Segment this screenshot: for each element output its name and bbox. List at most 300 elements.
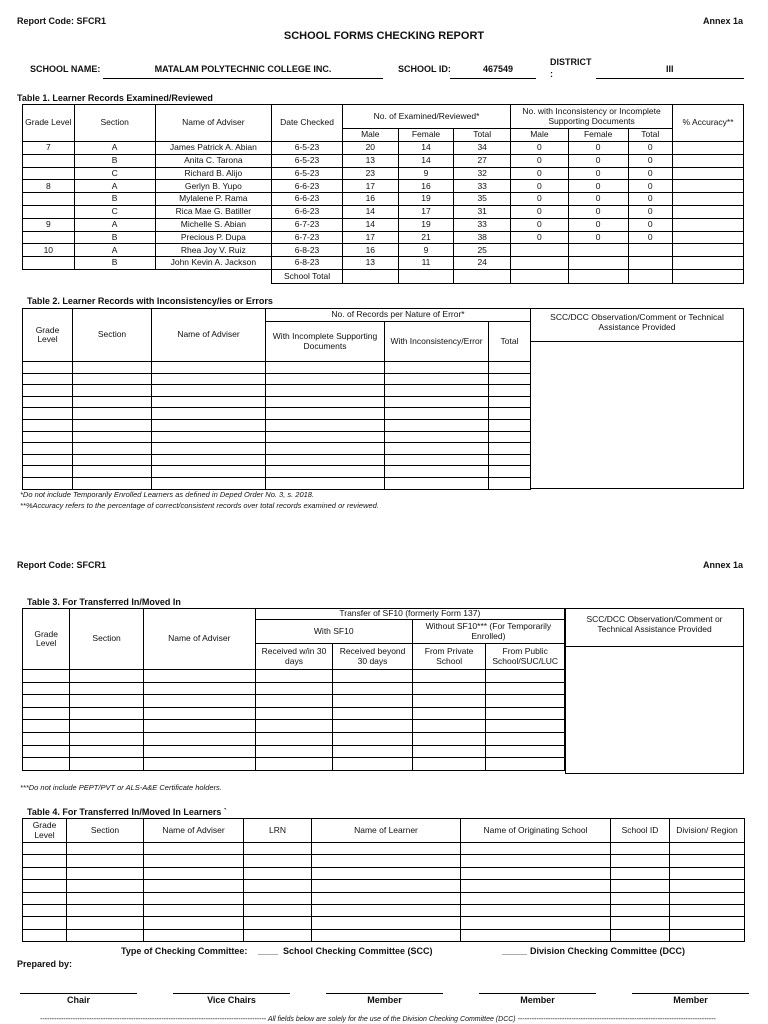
t4-empty-cell[interactable]: [23, 892, 67, 904]
t4-head-cell: Name of Adviser: [144, 819, 244, 843]
t4-empty-cell[interactable]: [670, 855, 745, 867]
t2-empty-cell[interactable]: [23, 362, 73, 374]
t3-empty-cell[interactable]: [412, 707, 486, 720]
t2-empty-cell[interactable]: [489, 408, 531, 420]
dcc-only-note: ------------------------------------------------------------------------------------------------- All fields below are solely for the use of the Division Checking Committee (DCC) -------------------------------------------------------------------------------------: [40, 1016, 716, 1023]
t1-cell-date: 6-5-23: [272, 142, 343, 155]
t3-observation-box: [565, 608, 744, 774]
t4-empty-cell[interactable]: [670, 904, 745, 916]
t4-empty-cell[interactable]: [23, 855, 67, 867]
t4-empty-cell[interactable]: [670, 843, 745, 855]
t1-cell-female: 17: [398, 205, 454, 218]
t4-empty-cell[interactable]: [23, 880, 67, 892]
t1-cell-adviser: Michelle S. Abian: [155, 218, 271, 231]
t3-empty-cell[interactable]: [143, 758, 255, 771]
t4-empty-cell[interactable]: [461, 880, 611, 892]
t4-empty-cell[interactable]: [67, 880, 144, 892]
t3-empty-cell[interactable]: [143, 670, 255, 683]
t2-empty-cell[interactable]: [73, 385, 152, 397]
t3-empty-cell[interactable]: [412, 758, 486, 771]
t2-empty-cell[interactable]: [385, 454, 489, 466]
t1-cell-total-inc: 0: [628, 205, 673, 218]
t2-empty-cell[interactable]: [385, 419, 489, 431]
note-pept: ***Do not include PEPT/PVT or ALS-A&E Certificate holders.: [20, 783, 222, 792]
t3-empty-cell[interactable]: [70, 695, 144, 708]
t2-empty-cell[interactable]: [266, 431, 385, 443]
t4-head-cell: LRN: [244, 819, 312, 843]
t2-empty-cell[interactable]: [385, 373, 489, 385]
t4-empty-cell[interactable]: [23, 867, 67, 879]
t1-cell-male-inc: 0: [511, 167, 569, 180]
t3-empty-cell[interactable]: [23, 695, 70, 708]
t3-empty-cell[interactable]: [255, 758, 333, 771]
t3-empty-cell[interactable]: [70, 707, 144, 720]
t2-empty-cell[interactable]: [152, 431, 266, 443]
t2-empty-cell[interactable]: [152, 443, 266, 455]
t1-cell-adviser: Rhea Joy V. Ruiz: [155, 244, 271, 257]
t4-empty-cell[interactable]: [67, 904, 144, 916]
t4-empty-cell[interactable]: [144, 843, 244, 855]
t4-empty-cell[interactable]: [670, 917, 745, 929]
district-label: DISTRICT: [550, 57, 592, 67]
t3-empty-cell[interactable]: [255, 745, 333, 758]
t1-cell-grade: [23, 193, 75, 206]
t2-empty-cell[interactable]: [152, 408, 266, 420]
t1-cell-section: A: [74, 244, 155, 257]
t1-cell-section: A: [74, 142, 155, 155]
t2-empty-cell[interactable]: [266, 443, 385, 455]
t2-empty-cell[interactable]: [73, 419, 152, 431]
signature-line[interactable]: [479, 993, 596, 994]
t1-cell-section: A: [74, 180, 155, 193]
t2-empty-cell[interactable]: [23, 373, 73, 385]
t1-cell-male: 20: [342, 142, 398, 155]
t2-empty-cell[interactable]: [23, 477, 73, 489]
t3-empty-cell[interactable]: [70, 745, 144, 758]
t4-head-cell: Name of Originating School: [461, 819, 611, 843]
t2-empty-cell[interactable]: [385, 385, 489, 397]
t1-cell-total: 24: [454, 257, 511, 270]
t1-cell-female-inc: [568, 244, 628, 257]
t2-empty-cell[interactable]: [385, 408, 489, 420]
t2-empty-cell[interactable]: [489, 385, 531, 397]
t2-empty-cell[interactable]: [489, 477, 531, 489]
t1-cell-female: 19: [398, 193, 454, 206]
table-row: [23, 732, 565, 745]
t2-empty-cell[interactable]: [73, 443, 152, 455]
signature-line[interactable]: [173, 993, 290, 994]
t3-head-adviser: Name of Adviser: [143, 609, 255, 670]
scc-option: School Checking Committee (SCC): [283, 946, 433, 956]
t1-cell-grade: [23, 257, 75, 270]
t3-empty-cell[interactable]: [143, 707, 255, 720]
t1-cell-total: 31: [454, 205, 511, 218]
t1-cell-date: 6-7-23: [272, 218, 343, 231]
t4-empty-cell[interactable]: [23, 904, 67, 916]
t3-empty-cell[interactable]: [486, 707, 565, 720]
t1-cell-date: 6-6-23: [272, 180, 343, 193]
t1-head-total: Total: [454, 129, 511, 142]
t2-head-section: Section: [73, 309, 152, 362]
t3-head-public: From Public School/SUC/LUC: [486, 644, 565, 670]
t1-cell-adviser: Mylalene P. Rama: [155, 193, 271, 206]
t2-empty-cell[interactable]: [489, 396, 531, 408]
t2-empty-cell[interactable]: [266, 385, 385, 397]
t1-cell-date: 6-8-23: [272, 244, 343, 257]
t2-empty-cell[interactable]: [73, 396, 152, 408]
t4-empty-cell[interactable]: [611, 929, 670, 941]
t2-empty-cell[interactable]: [73, 477, 152, 489]
t1-cell-grade: 10: [23, 244, 75, 257]
t1-total-cell: [673, 269, 744, 283]
t4-empty-cell[interactable]: [461, 867, 611, 879]
t3-head-grade: Grade Level: [23, 609, 70, 670]
t2-empty-cell[interactable]: [23, 419, 73, 431]
t2-empty-cell[interactable]: [489, 431, 531, 443]
t4-empty-cell[interactable]: [670, 892, 745, 904]
t3-empty-cell[interactable]: [23, 758, 70, 771]
t1-cell-accuracy: [673, 205, 744, 218]
t1-cell-total: 33: [454, 180, 511, 193]
t3-empty-cell[interactable]: [486, 745, 565, 758]
t4-empty-cell[interactable]: [244, 880, 312, 892]
t4-empty-cell[interactable]: [244, 929, 312, 941]
t3-empty-cell[interactable]: [143, 745, 255, 758]
t3-empty-cell[interactable]: [486, 732, 565, 745]
t3-empty-cell[interactable]: [143, 695, 255, 708]
t3-head-section: Section: [70, 609, 144, 670]
t2-empty-cell[interactable]: [385, 466, 489, 478]
t2-empty-cell[interactable]: [152, 385, 266, 397]
t4-empty-cell[interactable]: [611, 917, 670, 929]
t2-empty-cell[interactable]: [152, 396, 266, 408]
t2-empty-cell[interactable]: [489, 362, 531, 374]
table-row: [23, 419, 531, 431]
t2-empty-cell[interactable]: [73, 454, 152, 466]
table-row: [23, 466, 531, 478]
t3-empty-cell[interactable]: [255, 670, 333, 683]
t4-empty-cell[interactable]: [67, 843, 144, 855]
t1-cell-total: 32: [454, 167, 511, 180]
t4-empty-cell[interactable]: [67, 917, 144, 929]
t4-empty-cell[interactable]: [144, 904, 244, 916]
t2-empty-cell[interactable]: [385, 477, 489, 489]
t3-empty-cell[interactable]: [412, 695, 486, 708]
t2-empty-cell[interactable]: [152, 454, 266, 466]
t4-empty-cell[interactable]: [312, 880, 461, 892]
t1-cell-section: B: [74, 193, 155, 206]
t1-cell-female-inc: 0: [568, 142, 628, 155]
t1-cell-accuracy: [673, 167, 744, 180]
t2-empty-cell[interactable]: [385, 443, 489, 455]
t4-empty-cell[interactable]: [144, 917, 244, 929]
t2-empty-cell[interactable]: [23, 431, 73, 443]
t3-empty-cell[interactable]: [412, 682, 486, 695]
t4-empty-cell[interactable]: [461, 892, 611, 904]
t4-empty-cell[interactable]: [611, 880, 670, 892]
annex-label-2: Annex 1a: [702, 560, 743, 570]
t4-empty-cell[interactable]: [312, 855, 461, 867]
t3-empty-cell[interactable]: [333, 732, 413, 745]
t1-cell-male-inc: 0: [511, 218, 569, 231]
t2-empty-cell[interactable]: [73, 408, 152, 420]
t2-empty-cell[interactable]: [266, 396, 385, 408]
t4-empty-cell[interactable]: [461, 855, 611, 867]
signature-line[interactable]: [326, 993, 443, 994]
t1-head-inconsistent: No. with Inconsistency or Incomplete Supporting Documents: [511, 105, 673, 129]
t4-empty-cell[interactable]: [244, 843, 312, 855]
t4-empty-cell[interactable]: [670, 929, 745, 941]
t4-empty-cell[interactable]: [67, 867, 144, 879]
t1-cell-grade: 8: [23, 180, 75, 193]
t4-empty-cell[interactable]: [611, 843, 670, 855]
t1-cell-section: A: [74, 218, 155, 231]
t1-head-female: Female: [398, 129, 454, 142]
table-row: [23, 707, 565, 720]
t1-cell-total-inc: 0: [628, 218, 673, 231]
table-row: [23, 867, 745, 879]
t4-empty-cell[interactable]: [244, 892, 312, 904]
t4-empty-cell[interactable]: [611, 892, 670, 904]
table-row: [23, 396, 531, 408]
t3-head-private: From Private School: [412, 644, 486, 670]
t3-empty-cell[interactable]: [333, 720, 413, 733]
table-row: [23, 929, 745, 941]
t1-cell-accuracy: [673, 154, 744, 167]
t3-empty-cell[interactable]: [255, 732, 333, 745]
t2-empty-cell[interactable]: [266, 408, 385, 420]
t1-cell-total-inc: 0: [628, 231, 673, 244]
t2-empty-cell[interactable]: [152, 362, 266, 374]
t3-empty-cell[interactable]: [412, 670, 486, 683]
t1-total-cell: [398, 269, 454, 283]
t4-empty-cell[interactable]: [461, 929, 611, 941]
t4-empty-cell[interactable]: [244, 917, 312, 929]
t2-empty-cell[interactable]: [266, 362, 385, 374]
signature-line[interactable]: [632, 993, 749, 994]
t4-empty-cell[interactable]: [611, 867, 670, 879]
t1-cell-female: 9: [398, 167, 454, 180]
table-row: [23, 142, 744, 155]
t3-head-with-sf10: With SF10: [255, 620, 412, 644]
t2-empty-cell[interactable]: [152, 419, 266, 431]
scc-checkbox-blank[interactable]: ____: [258, 946, 279, 956]
t1-cell-date: 6-7-23: [272, 231, 343, 244]
t3-empty-cell[interactable]: [412, 720, 486, 733]
t3-empty-cell[interactable]: [255, 695, 333, 708]
t1-cell-accuracy: [673, 180, 744, 193]
t2-empty-cell[interactable]: [152, 373, 266, 385]
t4-empty-cell[interactable]: [144, 867, 244, 879]
t4-empty-cell[interactable]: [144, 929, 244, 941]
t3-empty-cell[interactable]: [333, 682, 413, 695]
t4-empty-cell[interactable]: [312, 917, 461, 929]
t1-cell-grade: [23, 231, 75, 244]
t4-empty-cell[interactable]: [67, 855, 144, 867]
t4-empty-cell[interactable]: [312, 929, 461, 941]
t1-head-accuracy: % Accuracy**: [673, 105, 744, 142]
dcc-checkbox-blank[interactable]: _____: [502, 946, 528, 956]
t4-empty-cell[interactable]: [144, 855, 244, 867]
t2-empty-cell[interactable]: [23, 454, 73, 466]
t2-empty-cell[interactable]: [266, 419, 385, 431]
t2-empty-cell[interactable]: [23, 408, 73, 420]
t1-head-grade: Grade Level: [23, 105, 75, 142]
t3-head-within30: Received w/in 30 days: [255, 644, 333, 670]
t2-empty-cell[interactable]: [489, 419, 531, 431]
t4-empty-cell[interactable]: [23, 843, 67, 855]
t4-empty-cell[interactable]: [461, 917, 611, 929]
t3-empty-cell[interactable]: [70, 758, 144, 771]
t4-empty-cell[interactable]: [312, 892, 461, 904]
t3-empty-cell[interactable]: [23, 720, 70, 733]
t4-empty-cell[interactable]: [244, 867, 312, 879]
t4-empty-cell[interactable]: [312, 867, 461, 879]
t1-cell-female: 11: [398, 257, 454, 270]
t3-empty-cell[interactable]: [333, 670, 413, 683]
t3-empty-cell[interactable]: [333, 695, 413, 708]
school-id-label: SCHOOL ID:: [398, 64, 451, 74]
t3-empty-cell[interactable]: [70, 682, 144, 695]
t3-empty-cell[interactable]: [333, 758, 413, 771]
t3-empty-cell[interactable]: [486, 682, 565, 695]
t1-cell-accuracy: [673, 257, 744, 270]
t4-empty-cell[interactable]: [23, 929, 67, 941]
table-row: [23, 720, 565, 733]
district-value: III: [666, 64, 674, 74]
t1-cell-section: B: [74, 257, 155, 270]
t2-empty-cell[interactable]: [73, 466, 152, 478]
t2-empty-cell[interactable]: [266, 373, 385, 385]
t2-empty-cell[interactable]: [489, 373, 531, 385]
t2-empty-cell[interactable]: [385, 362, 489, 374]
t4-empty-cell[interactable]: [67, 892, 144, 904]
t3-empty-cell[interactable]: [255, 707, 333, 720]
t2-empty-cell[interactable]: [152, 466, 266, 478]
t3-empty-cell[interactable]: [143, 732, 255, 745]
t2-empty-cell[interactable]: [385, 396, 489, 408]
note-temporarily-enrolled: *Do not include Temporarily Enrolled Learners as defined in Deped Order No. 3, s. 2018.: [20, 490, 315, 499]
t1-head-adviser: Name of Adviser: [155, 105, 271, 142]
t3-empty-cell[interactable]: [255, 682, 333, 695]
t4-empty-cell[interactable]: [244, 904, 312, 916]
t1-cell-total-inc: [628, 257, 673, 270]
t3-empty-cell[interactable]: [486, 720, 565, 733]
t1-cell-male: 13: [342, 154, 398, 167]
t1-cell-female: 16: [398, 180, 454, 193]
t4-empty-cell[interactable]: [312, 843, 461, 855]
t3-empty-cell[interactable]: [412, 732, 486, 745]
t2-empty-cell[interactable]: [489, 443, 531, 455]
t4-empty-cell[interactable]: [611, 855, 670, 867]
t3-empty-cell[interactable]: [70, 720, 144, 733]
page-title: SCHOOL FORMS CHECKING REPORT: [283, 30, 485, 42]
t2-empty-cell[interactable]: [266, 477, 385, 489]
t2-empty-cell[interactable]: [23, 443, 73, 455]
table-row: [23, 167, 744, 180]
t4-empty-cell[interactable]: [312, 904, 461, 916]
t1-cell-male-inc: [511, 257, 569, 270]
t4-empty-cell[interactable]: [23, 917, 67, 929]
table1-caption: Table 1. Learner Records Examined/Reviewed: [17, 93, 213, 103]
table-row: [23, 231, 744, 244]
t4-empty-cell[interactable]: [461, 843, 611, 855]
t3-empty-cell[interactable]: [143, 682, 255, 695]
t1-cell-accuracy: [673, 142, 744, 155]
table4-caption: Table 4. For Transferred In/Moved In Learners `: [27, 807, 227, 817]
t2-empty-cell[interactable]: [489, 454, 531, 466]
t4-empty-cell[interactable]: [244, 855, 312, 867]
t3-empty-cell[interactable]: [412, 745, 486, 758]
t2-empty-cell[interactable]: [23, 466, 73, 478]
t1-cell-total-inc: 0: [628, 167, 673, 180]
t3-empty-cell[interactable]: [70, 732, 144, 745]
t3-empty-cell[interactable]: [255, 720, 333, 733]
t4-empty-cell[interactable]: [670, 867, 745, 879]
t2-head-nature: No. of Records per Nature of Error*: [266, 309, 531, 322]
t2-empty-cell[interactable]: [152, 477, 266, 489]
t3-empty-cell[interactable]: [486, 670, 565, 683]
t1-head-total-inc: Total: [628, 129, 673, 142]
t3-empty-cell[interactable]: [486, 758, 565, 771]
t2-empty-cell[interactable]: [266, 466, 385, 478]
table2-caption: Table 2. Learner Records with Inconsistency/ies or Errors: [27, 296, 273, 306]
t4-empty-cell[interactable]: [144, 880, 244, 892]
t2-empty-cell[interactable]: [73, 373, 152, 385]
t2-empty-cell[interactable]: [73, 362, 152, 374]
t3-empty-cell[interactable]: [333, 745, 413, 758]
t2-empty-cell[interactable]: [73, 431, 152, 443]
t3-empty-cell[interactable]: [143, 720, 255, 733]
t4-empty-cell[interactable]: [670, 880, 745, 892]
t1-cell-male-inc: 0: [511, 205, 569, 218]
t2-empty-cell[interactable]: [266, 454, 385, 466]
t1-cell-female-inc: 0: [568, 205, 628, 218]
t2-head-inconsistency: With Inconsistency/Error: [385, 322, 489, 362]
t4-empty-cell[interactable]: [461, 904, 611, 916]
t1-cell-total-inc: 0: [628, 154, 673, 167]
t3-empty-cell[interactable]: [23, 682, 70, 695]
t4-empty-cell[interactable]: [144, 892, 244, 904]
t1-cell-accuracy: [673, 244, 744, 257]
t1-cell-section: B: [74, 154, 155, 167]
t3-empty-cell[interactable]: [70, 670, 144, 683]
t3-empty-cell[interactable]: [23, 670, 70, 683]
t2-empty-cell[interactable]: [385, 431, 489, 443]
t4-empty-cell[interactable]: [611, 904, 670, 916]
t3-empty-cell[interactable]: [333, 707, 413, 720]
signature-line[interactable]: [20, 993, 137, 994]
t3-empty-cell[interactable]: [23, 745, 70, 758]
t1-cell-male: 14: [342, 218, 398, 231]
t4-empty-cell[interactable]: [67, 929, 144, 941]
table3-caption: Table 3. For Transferred In/Moved In: [27, 597, 181, 607]
t2-empty-cell[interactable]: [489, 466, 531, 478]
signatory-label: Chair: [66, 995, 90, 1005]
t2-observation-box: [530, 308, 744, 489]
table-row: [23, 362, 531, 374]
t3-empty-cell[interactable]: [23, 732, 70, 745]
t1-cell-female-inc: 0: [568, 193, 628, 206]
t2-empty-cell[interactable]: [23, 396, 73, 408]
t1-cell-total: 34: [454, 142, 511, 155]
signatory-label: Member: [673, 995, 708, 1005]
t2-empty-cell[interactable]: [23, 385, 73, 397]
t3-empty-cell[interactable]: [486, 695, 565, 708]
t3-empty-cell[interactable]: [23, 707, 70, 720]
signatory-label: Member: [520, 995, 555, 1005]
t1-cell-male: 23: [342, 167, 398, 180]
